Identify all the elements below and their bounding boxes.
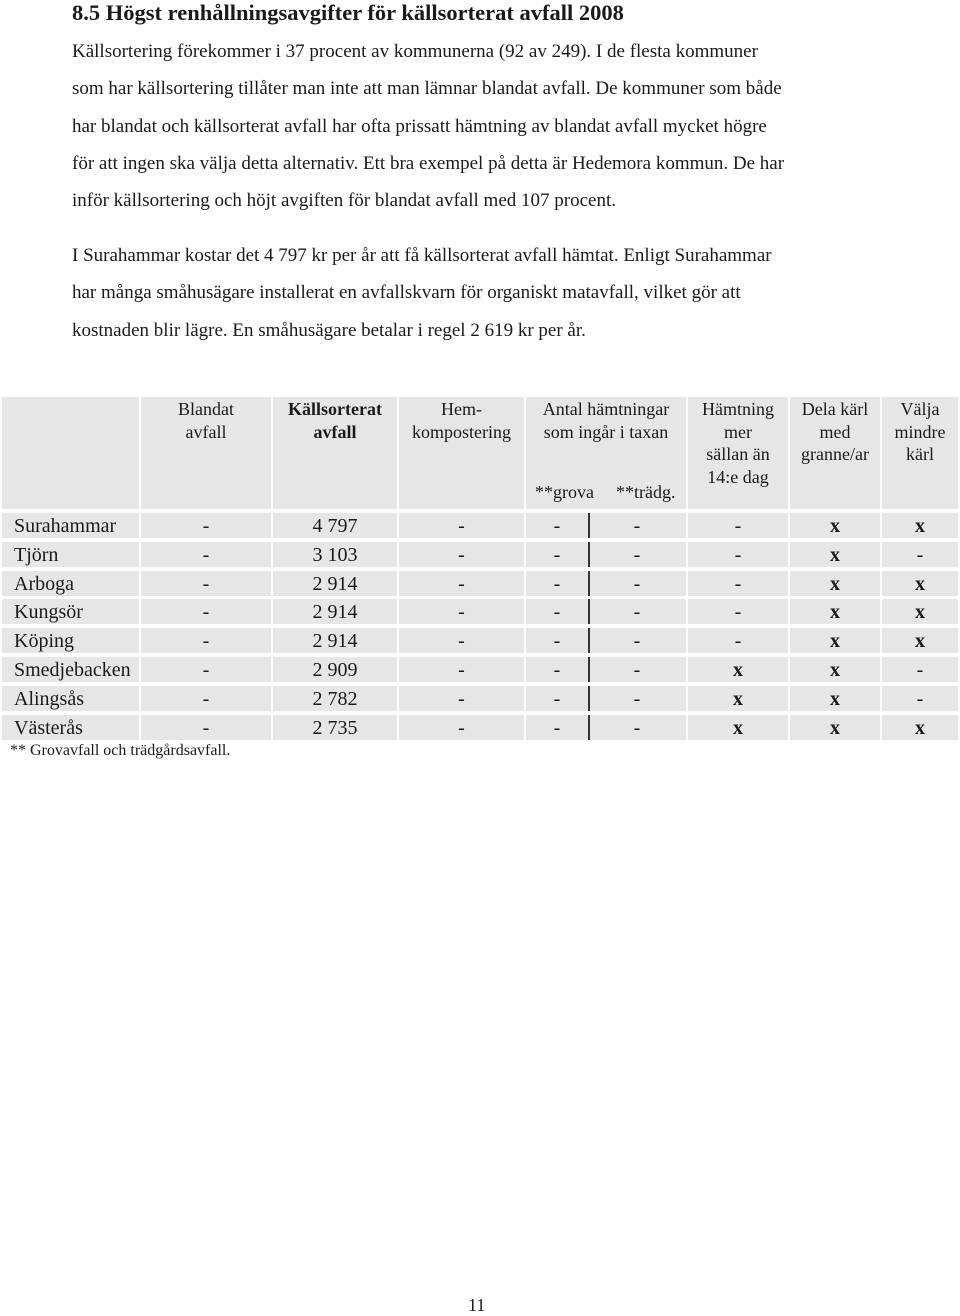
header-line: med — [819, 421, 851, 442]
cell-hemkompost: - — [397, 686, 524, 711]
header-blandat — [139, 397, 271, 509]
cell-name: Smedjebacken — [2, 657, 139, 682]
header-line: Antal hämtningar — [542, 399, 670, 419]
cell-blandat: - — [139, 686, 271, 711]
cell-hamtning: - — [686, 542, 788, 567]
header-dela-karl — [788, 397, 880, 509]
table-row — [0, 571, 960, 596]
header-line: Blandat — [178, 399, 234, 419]
header-line: Källsorterat — [288, 399, 382, 419]
header-line: avfall — [313, 421, 357, 442]
header-line: Dela kärl — [801, 399, 869, 419]
surahammar-paragraph — [72, 237, 902, 349]
cell-name: Kungsör — [2, 599, 139, 624]
cell-grova: - — [524, 542, 588, 567]
cell-tradg: - — [588, 513, 686, 538]
cell-kallsorterat: 2 914 — [271, 571, 397, 596]
column-divider — [588, 571, 590, 596]
cell-blandat: - — [139, 599, 271, 624]
paragraph-line: har blandat och källsorterat avfall har ofta prissatt hämtning av blandat avfall mycket högre — [72, 115, 767, 137]
cell-kallsorterat: 2 914 — [271, 599, 397, 624]
cell-tradg: - — [588, 715, 686, 740]
header-line: Hem- — [441, 399, 482, 419]
header-line: 14:e dag — [707, 466, 769, 487]
column-divider — [588, 715, 590, 740]
cell-hamtning: x — [686, 686, 788, 711]
table-row — [0, 686, 960, 711]
cell-valja: x — [880, 628, 958, 653]
cell-hamtning: x — [686, 715, 788, 740]
header-hamtning-sallan — [686, 397, 788, 509]
cell-blandat: - — [139, 628, 271, 653]
column-divider — [588, 628, 590, 653]
column-divider — [588, 686, 590, 711]
header-line: kompostering — [412, 421, 511, 442]
paragraph-line: I Surahammar kostar det 4 797 kr per år att få källsorterat avfall hämtat. Enligt Surahammar — [72, 245, 772, 266]
paragraph-line: har många småhusägare installerat en avfallskvarn för organiskt matavfall, vilket gör att — [72, 282, 741, 304]
cell-name: Surahammar — [2, 513, 139, 538]
intro-paragraph — [72, 33, 902, 219]
cell-dela: x — [788, 513, 880, 538]
cell-name: Tjörn — [2, 542, 139, 567]
paragraph-line: kostnaden blir lägre. En småhusägare betalar i regel 2 619 kr per år. — [72, 319, 586, 341]
cell-tradg: - — [588, 686, 686, 711]
cell-valja: - — [880, 657, 958, 682]
cell-kallsorterat: 3 103 — [271, 542, 397, 567]
cell-kallsorterat: 2 909 — [271, 657, 397, 682]
cell-hemkompost: - — [397, 715, 524, 740]
header-line: sällan än — [706, 444, 770, 464]
cell-hemkompost: - — [397, 542, 524, 567]
column-divider — [588, 657, 590, 682]
cell-blandat: - — [139, 513, 271, 538]
column-divider — [588, 542, 590, 567]
cell-hemkompost: - — [397, 513, 524, 538]
table-footnote: ** Grovavfall och trädgårdsavfall. — [10, 742, 231, 759]
cell-valja: x — [880, 571, 958, 596]
cell-kallsorterat: 4 797 — [271, 513, 397, 538]
cell-hamtning: - — [686, 571, 788, 596]
header-line: kärl — [906, 444, 934, 464]
header-line: Hämtning — [702, 399, 774, 419]
section-heading: 8.5 Högst renhållningsavgifter för källsorterat avfall 2008 — [72, 0, 624, 25]
cell-hemkompost: - — [397, 628, 524, 653]
cell-grova: - — [524, 657, 588, 682]
cell-grova: - — [524, 628, 588, 653]
cell-tradg: - — [588, 628, 686, 653]
paragraph-line: inför källsortering och höjt avgiften för blandat avfall med 107 procent. — [72, 190, 616, 212]
header-line: mindre — [894, 421, 946, 442]
paragraph-line: Källsortering förekommer i 37 procent av kommunerna (92 av 249). I de flesta kommuner — [72, 41, 758, 62]
cell-grova: - — [524, 571, 588, 596]
header-line: granne/ar — [801, 444, 869, 464]
cell-hemkompost: - — [397, 599, 524, 624]
subheader-grova: **grova — [535, 481, 594, 502]
cell-kallsorterat: 2 914 — [271, 628, 397, 653]
cell-hemkompost: - — [397, 571, 524, 596]
header-line: Välja — [900, 399, 940, 419]
header-line: som ingår i taxan — [543, 421, 669, 442]
table-row — [0, 628, 960, 653]
cell-grova: - — [524, 513, 588, 538]
cell-blandat: - — [139, 657, 271, 682]
cell-hemkompost: - — [397, 657, 524, 682]
cell-dela: x — [788, 657, 880, 682]
table-row — [0, 657, 960, 682]
cell-dela: x — [788, 715, 880, 740]
header-line: avfall — [185, 421, 227, 442]
cell-tradg: - — [588, 542, 686, 567]
cell-grova: - — [524, 715, 588, 740]
cell-valja: - — [880, 686, 958, 711]
header-line: mer — [724, 421, 752, 442]
cell-valja: - — [880, 542, 958, 567]
header-hemkompost — [397, 397, 524, 509]
header-valja-mindre — [880, 397, 958, 509]
table-row — [0, 542, 960, 567]
cell-blandat: - — [139, 542, 271, 567]
cell-hamtning: - — [686, 599, 788, 624]
cell-blandat: - — [139, 715, 271, 740]
column-divider — [588, 599, 590, 624]
table-row — [0, 599, 960, 624]
cell-dela: x — [788, 599, 880, 624]
cell-name: Köping — [2, 628, 139, 653]
cell-name: Arboga — [2, 571, 139, 596]
cell-hamtning: x — [686, 657, 788, 682]
cell-hamtning: - — [686, 628, 788, 653]
cell-kallsorterat: 2 735 — [271, 715, 397, 740]
paragraph-line: som har källsortering tillåter man inte att man lämnar blandat avfall. De kommuner som både — [72, 78, 782, 100]
cell-name: Västerås — [2, 715, 139, 740]
cell-valja: x — [880, 513, 958, 538]
cell-dela: x — [788, 542, 880, 567]
fee-table — [0, 397, 960, 743]
page-number: 11 — [468, 1295, 486, 1315]
column-divider — [588, 513, 590, 538]
cell-grova: - — [524, 686, 588, 711]
cell-valja: x — [880, 599, 958, 624]
subheader-tradg: **trädg. — [616, 481, 676, 502]
table-row — [0, 513, 960, 538]
cell-hamtning: - — [686, 513, 788, 538]
cell-dela: x — [788, 628, 880, 653]
cell-dela: x — [788, 571, 880, 596]
header-antal-hamtningar — [524, 397, 686, 509]
cell-name: Alingsås — [2, 686, 139, 711]
header-kallsorterat — [271, 397, 397, 509]
table-row — [0, 715, 960, 740]
cell-valja: x — [880, 715, 958, 740]
cell-blandat: - — [139, 571, 271, 596]
cell-dela: x — [788, 686, 880, 711]
cell-tradg: - — [588, 657, 686, 682]
cell-tradg: - — [588, 599, 686, 624]
cell-kallsorterat: 2 782 — [271, 686, 397, 711]
paragraph-line: för att ingen ska välja detta alternativ. Ett bra exempel på detta är Hedemora kommun. De har — [72, 152, 785, 174]
header-empty — [2, 397, 139, 509]
cell-grova: - — [524, 599, 588, 624]
cell-tradg: - — [588, 571, 686, 596]
